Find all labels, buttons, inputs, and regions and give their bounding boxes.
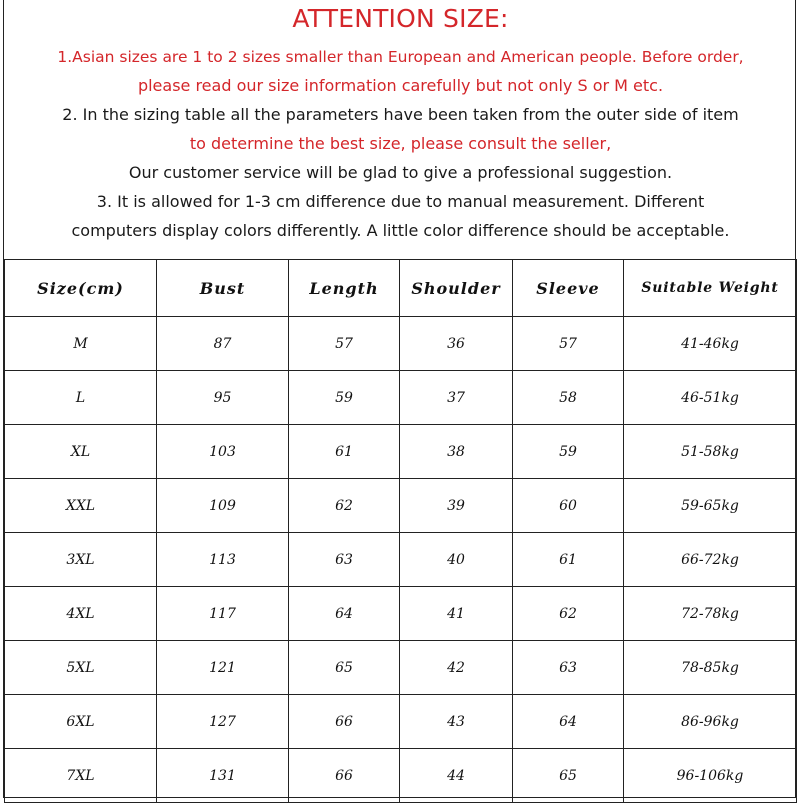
cell-shoulder: 38 [400,425,513,479]
cell-length: 57 [289,317,400,371]
table-row [5,641,797,695]
cell-sleeve: 63 [513,641,624,695]
cell-length: 66 [289,695,400,749]
table-row [5,749,797,803]
cell-weight: 41-46kg [624,317,797,371]
cell-shoulder: 37 [400,371,513,425]
cell-size: M [5,317,157,371]
cell-bust: 127 [157,695,289,749]
notice-line-2: please read our size information carefully but not only S or M etc. [137,76,664,95]
cell-bust: 103 [157,425,289,479]
table-row [5,587,797,641]
cell-shoulder: 42 [400,641,513,695]
notice-title: ATTENTION SIZE: [292,4,509,33]
cell-sleeve: 64 [513,695,624,749]
cell-length: 59 [289,371,400,425]
cell-length: 63 [289,533,400,587]
cell-weight: 59-65kg [624,479,797,533]
cell-sleeve: 65 [513,749,624,803]
cell-weight: 86-96kg [624,695,797,749]
notice-line-4: to determine the best size, please consult the seller, [189,134,612,153]
cell-size: XXL [5,479,157,533]
cell-bust: 117 [157,587,289,641]
cell-bust: 95 [157,371,289,425]
notice-line-3: 2. In the sizing table all the parameters have been taken from the outer side of item [62,105,739,124]
notice-line-6: 3. It is allowed for 1-3 cm difference due to manual measurement. Different [96,192,705,211]
header-bust: Bust [157,260,289,317]
table-row [5,371,797,425]
table-row [5,479,797,533]
cell-bust: 121 [157,641,289,695]
cell-size: 4XL [5,587,157,641]
notice-line-7: computers display colors differently. A little color difference should be acceptable. [71,221,730,240]
table-row [5,425,797,479]
cell-shoulder: 40 [400,533,513,587]
cell-bust: 131 [157,749,289,803]
cell-shoulder: 43 [400,695,513,749]
cell-size: 5XL [5,641,157,695]
cell-shoulder: 41 [400,587,513,641]
notice-line-5: Our customer service will be glad to give a professional suggestion. [128,163,673,182]
table-header-row [5,260,797,317]
notice-line-1: 1.Asian sizes are 1 to 2 sizes smaller than European and American people. Before order, [57,48,744,66]
cell-weight: 72-78kg [624,587,797,641]
cell-size: L [5,371,157,425]
cell-sleeve: 57 [513,317,624,371]
cell-shoulder: 36 [400,317,513,371]
cell-sleeve: 60 [513,479,624,533]
cell-weight: 96-106kg [624,749,797,803]
cell-bust: 87 [157,317,289,371]
cell-size: XL [5,425,157,479]
cell-bust: 113 [157,533,289,587]
cell-weight: 66-72kg [624,533,797,587]
table-row [5,695,797,749]
cell-sleeve: 62 [513,587,624,641]
size-table [4,259,797,803]
cell-shoulder: 44 [400,749,513,803]
header-sleeve: Sleeve [513,260,624,317]
cell-weight: 78-85kg [624,641,797,695]
table-row [5,317,797,371]
size-notice [4,0,797,259]
header-shoulder: Shoulder [400,260,513,317]
cell-bust: 109 [157,479,289,533]
header-length: Length [289,260,400,317]
cell-sleeve: 58 [513,371,624,425]
cell-length: 62 [289,479,400,533]
cell-sleeve: 61 [513,533,624,587]
cell-length: 61 [289,425,400,479]
header-size: Size(cm) [5,260,157,317]
header-suitable-weight: Suitable Weight [624,260,797,317]
cell-size: 7XL [5,749,157,803]
cell-length: 65 [289,641,400,695]
cell-shoulder: 39 [400,479,513,533]
cell-weight: 51-58kg [624,425,797,479]
cell-length: 64 [289,587,400,641]
cell-weight: 46-51kg [624,371,797,425]
cell-size: 6XL [5,695,157,749]
table-row [5,533,797,587]
cell-size: 3XL [5,533,157,587]
cell-sleeve: 59 [513,425,624,479]
size-chart [3,0,796,798]
cell-length: 66 [289,749,400,803]
